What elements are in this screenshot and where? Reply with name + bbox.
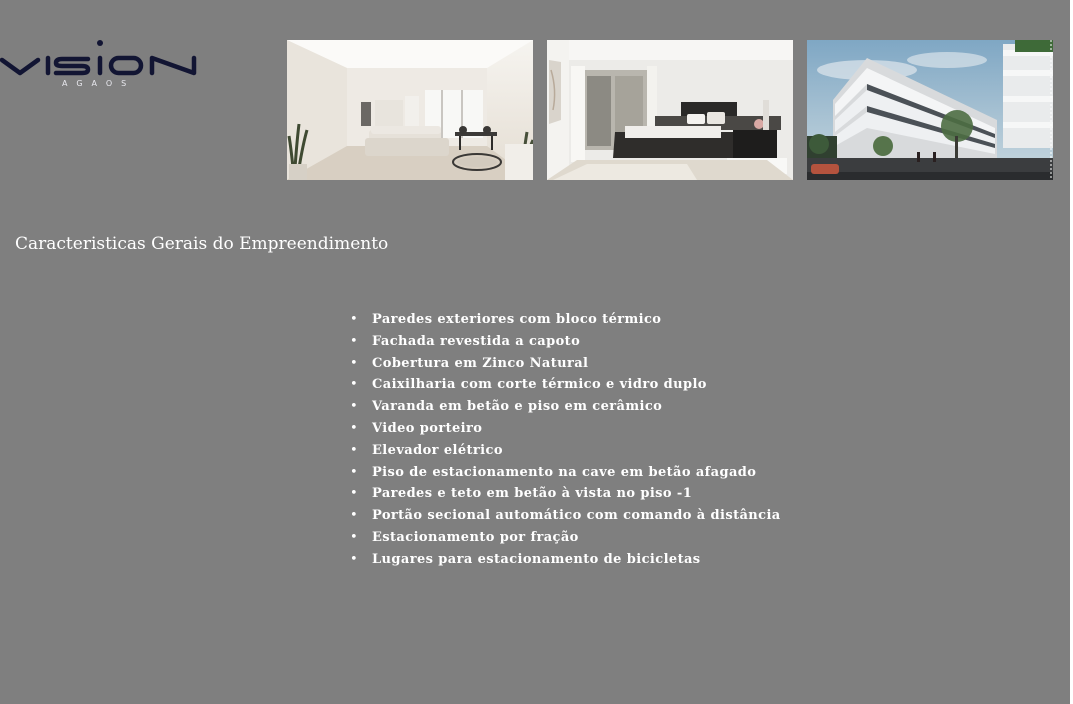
bullet-icon: • [350, 312, 359, 327]
building-exterior-photo [807, 40, 1053, 180]
list-item-text: Paredes exteriores com bloco térmico [372, 312, 662, 327]
list-item-text: Video porteiro [372, 420, 483, 436]
list-item-text: Estacionamento por fração [372, 529, 579, 545]
bullet-icon: • [350, 420, 359, 436]
list-item [350, 505, 781, 527]
list-item-text: Caixilharia com corte térmico e vidro duplo [372, 377, 707, 393]
list-item [350, 353, 781, 375]
bullet-icon: • [350, 486, 359, 502]
list-item [350, 549, 781, 571]
list-item [350, 374, 781, 396]
list-item-text: Portão secional automático com comando à distância [372, 508, 781, 524]
list-item-text: Piso de estacionamento na cave em betão afagado [372, 464, 757, 480]
list-item-text: Lugares para estacionamento de bicicletas [372, 551, 701, 567]
bedroom-photo [547, 40, 793, 180]
section-title: Caracteristicas Gerais do Empreendimento [15, 234, 389, 254]
bullet-icon: • [350, 442, 359, 458]
list-item [350, 331, 781, 353]
bullet-icon: • [350, 551, 359, 567]
list-item [350, 396, 781, 418]
list-item-text: Varanda em betão e piso em cerâmico [372, 399, 663, 415]
features-list [350, 309, 781, 571]
bullet-icon: • [350, 464, 359, 480]
bullet-icon: • [350, 355, 359, 371]
list-item [350, 527, 781, 549]
list-item [350, 418, 781, 440]
list-item-text: Elevador elétrico [372, 442, 503, 458]
bullet-icon: • [350, 399, 359, 415]
bullet-icon: • [350, 508, 359, 524]
list-item [350, 462, 781, 484]
list-item-text: Paredes e teto em betão à vista no piso -1 [372, 486, 693, 502]
bullet-icon: • [350, 377, 359, 393]
list-item-text: Cobertura em Zinco Natural [372, 355, 589, 371]
logo-subtext: AGAOS [62, 79, 136, 88]
list-item-text: Fachada revestida a capoto [372, 333, 581, 349]
list-item [350, 309, 781, 331]
bullet-icon: • [350, 529, 359, 545]
bullet-icon: • [350, 333, 359, 349]
living-room-photo [287, 40, 533, 180]
list-item [350, 483, 781, 505]
list-item [350, 440, 781, 462]
